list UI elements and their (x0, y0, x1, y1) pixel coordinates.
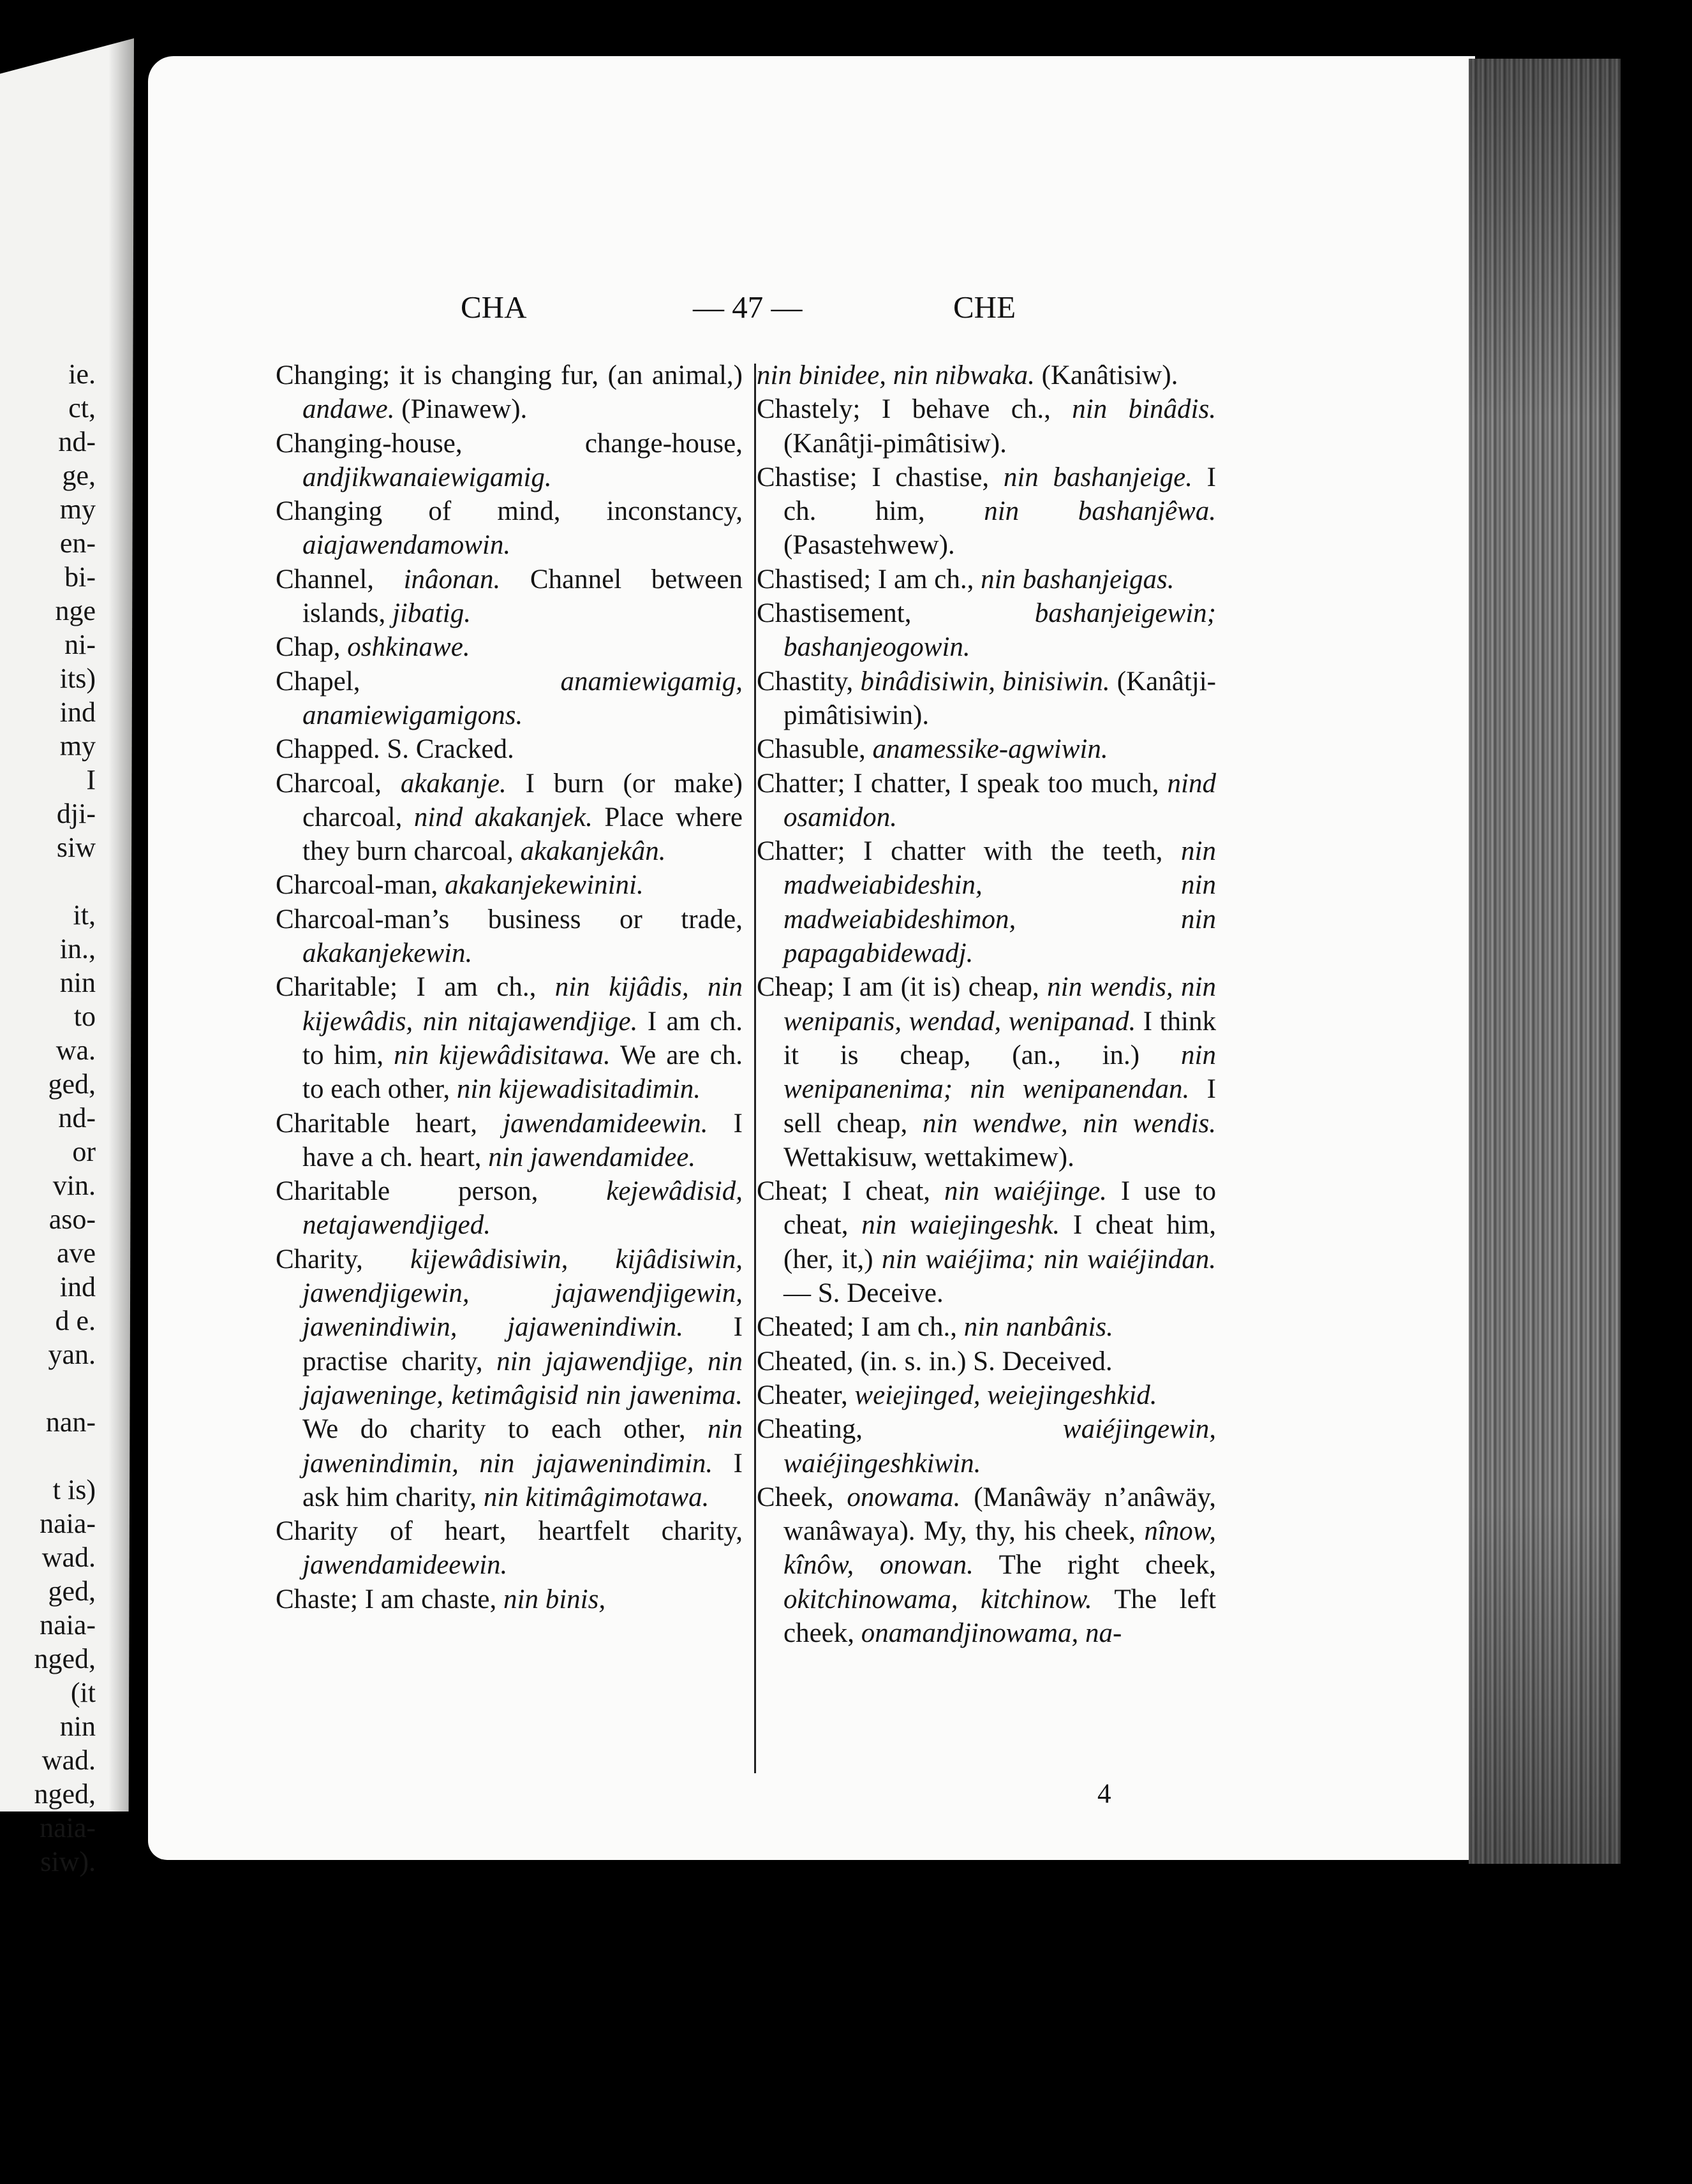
ojibwe-term: nin bashanjeige. (1003, 462, 1193, 492)
left-fragment-line: ind (59, 1271, 96, 1302)
entry-text: I have a ch. heart, (302, 1108, 743, 1172)
left-fragment-line: naia- (40, 1508, 96, 1539)
left-fragment-line: it, (73, 899, 96, 931)
dictionary-entry (757, 665, 1216, 733)
dictionary-entry (757, 834, 1216, 970)
ojibwe-term: nin jajawendjige, nin jajaweninge, ketimâgisid nin jawenima. (302, 1346, 743, 1410)
left-fragment-line: naia- (40, 1609, 96, 1641)
left-fragment-line: ie. (68, 358, 96, 390)
entry-text: Cheat; I cheat, (757, 1176, 945, 1207)
dictionary-entry (757, 1345, 1216, 1378)
entry-text: Chaste; I am chaste, (276, 1584, 504, 1614)
entry-text: Changing-house, change-house, (276, 428, 743, 459)
dictionary-entry (757, 1174, 1216, 1310)
entry-text: Charcoal-man’s business or trade, (276, 904, 743, 934)
right-column (757, 358, 1216, 1650)
entry-text: The left cheek, (783, 1584, 1217, 1648)
ojibwe-term: nin kijewâdisitawa. (394, 1040, 611, 1070)
running-header (281, 288, 1340, 333)
ojibwe-term: nin waiéjinge. (944, 1176, 1107, 1207)
entry-text: I am ch. to him, (302, 1006, 743, 1070)
left-fragment-line: ct, (68, 392, 96, 424)
ojibwe-term: bashanjeigewin; bashanjeogowin. (783, 598, 1216, 663)
entry-text: I ch. him, (783, 462, 1216, 527)
ojibwe-term: akakanjekewinini. (445, 870, 644, 901)
left-fragment-line: nin (59, 967, 96, 998)
ojibwe-term: anamiewigamig, anamiewigamigons. (302, 666, 743, 730)
entry-text: Charcoal, (276, 768, 401, 799)
left-fragment-line: vin. (52, 1170, 96, 1201)
dictionary-entry (757, 1412, 1216, 1480)
entry-text: Cheap; I am (it is) cheap, (757, 972, 1048, 1003)
dictionary-entry (757, 392, 1216, 461)
entry-text: (Manâwäy n’anâwäy, wanâwaya). My, thy, his cheek, (783, 1482, 1216, 1547)
entry-text: Chatter; I chatter with the teeth, (757, 836, 1182, 867)
dictionary-entry (276, 903, 743, 971)
entry-text: Chastise; I chastise, (757, 462, 1004, 492)
dictionary-entry (276, 1583, 743, 1616)
entry-text: Cheated; I am ch., (757, 1312, 964, 1343)
left-fragment-line: nd- (58, 426, 96, 457)
left-fragment-line: nged, (34, 1643, 96, 1674)
left-fragment-line: I (86, 764, 96, 795)
ojibwe-term: aiajawendamowin. (302, 530, 511, 561)
left-fragment-line: yan. (48, 1339, 96, 1370)
left-fragment-line: wad. (41, 1542, 96, 1573)
ojibwe-term: okitchinowama, kitchinow. (783, 1584, 1092, 1614)
dictionary-entry (757, 461, 1216, 563)
left-fragment-line: ge, (62, 460, 96, 491)
left-fragment-line: ind (59, 697, 96, 728)
entry-text: Charity, (276, 1244, 411, 1274)
ojibwe-term: nin waiéjima; nin waiéjindan. (882, 1244, 1217, 1274)
entry-text: We are ch. to each other, (302, 1040, 743, 1105)
left-fragment-line: siw (56, 832, 96, 863)
entry-text: (Kanâtisiw). (1034, 360, 1178, 390)
entry-text: Changing; it is changing fur, (an animal,) (276, 360, 743, 390)
entry-text: Charitable heart, (276, 1108, 503, 1139)
ojibwe-term: nin wendis, nin wenipanis, wendad, wenipanad. (783, 972, 1217, 1037)
dictionary-entry (276, 1174, 743, 1243)
entry-text: I ask him charity, (302, 1448, 743, 1512)
left-fragment-line (0, 1439, 96, 1473)
ojibwe-term: akakanje. (400, 768, 507, 799)
dictionary-entry (757, 596, 1216, 665)
left-fragment-line: ave (56, 1237, 96, 1269)
ojibwe-term: nin kitimâgimotawa. (483, 1482, 709, 1512)
entry-text: Cheek, (757, 1482, 847, 1512)
left-fragment-line: nd- (58, 1102, 96, 1133)
left-fragment-line (0, 1371, 96, 1405)
ojibwe-term: jawendamideewin. (302, 1550, 508, 1581)
dictionary-entry (276, 630, 743, 664)
left-fragment-line: or (72, 1136, 96, 1167)
ojibwe-term: onamandjinowama, na- (861, 1618, 1122, 1648)
ojibwe-term: anamessike-agwiwin. (872, 734, 1108, 765)
entry-text: — S. Deceive. (783, 1278, 944, 1309)
ojibwe-term: weiejinged, weiejingeshkid. (854, 1380, 1157, 1410)
entry-text: I practise charity, (302, 1312, 743, 1376)
ojibwe-term: nin jawenindimin, nin jajawenindimin. (302, 1414, 743, 1479)
left-fragment-line: t is) (52, 1474, 96, 1505)
entry-text: Charcoal-man, (276, 870, 445, 901)
ojibwe-term: akakanjekewin. (302, 938, 473, 969)
ojibwe-term: nin kijâdis, nin kijewâdis, nin nitajawendjige. (302, 972, 743, 1037)
entry-text: Chastised; I am ch., (757, 564, 981, 594)
dictionary-entry (276, 1243, 743, 1514)
left-fragment-line: wa. (56, 1035, 96, 1066)
ojibwe-term: nin kijewadisitadimin. (456, 1074, 701, 1105)
dictionary-entry (276, 970, 743, 1106)
entry-text: Cheater, (757, 1380, 855, 1410)
gutter-shadow (108, 38, 153, 1811)
entry-text: Chatter; I chatter, I speak too much, (757, 768, 1168, 799)
entry-text: Cheating, (757, 1414, 1063, 1445)
left-fragment-line: ni- (64, 629, 96, 660)
dictionary-entry (276, 868, 743, 902)
left-fragment-line: nin (59, 1711, 96, 1742)
column-rule (754, 364, 756, 1773)
entry-text: I cheat him, (her, it,) (783, 1210, 1217, 1274)
left-fragment-line: nged, (34, 1778, 96, 1810)
dictionary-entry (757, 970, 1216, 1174)
ojibwe-term: andawe. (302, 394, 395, 425)
ojibwe-term: nin binâdis. (1072, 394, 1216, 425)
ojibwe-term: waiéjingewin, waiéjingeshkiwin. (783, 1414, 1216, 1479)
left-page-fragments (0, 357, 96, 1878)
header-page-number: — 47 — (693, 290, 803, 325)
left-fragment-line: in., (59, 933, 96, 964)
entry-text: Chastely; I behave ch., (757, 394, 1072, 425)
dictionary-entry (757, 358, 1216, 392)
entry-text: The right cheek, (973, 1550, 1216, 1581)
ojibwe-term: jawendamideewin. (503, 1108, 708, 1139)
header-right-guide: CHE (953, 290, 1016, 325)
ojibwe-term: andjikwanaiewigamig. (302, 462, 552, 492)
entry-text: (Kanâtji-pimâtisiwin). (783, 666, 1217, 730)
ojibwe-term: nin binis, (503, 1584, 606, 1614)
left-fragment-line: my (59, 730, 96, 762)
entry-text: (Kanâtji-pimâtisiw). (783, 428, 1007, 459)
left-fragment-line: nge (55, 595, 96, 626)
dictionary-entry (276, 732, 743, 766)
left-fragment-line: nan- (45, 1406, 96, 1438)
dictionary-entry (757, 563, 1216, 596)
dictionary-entry (757, 1310, 1216, 1344)
ojibwe-term: akakanjekân. (520, 836, 666, 867)
dictionary-entry (276, 1514, 743, 1583)
entry-text: We do charity to each other, (302, 1414, 708, 1445)
left-fragment-line: d e. (55, 1305, 96, 1336)
ojibwe-term: nind akakanjek. (413, 802, 593, 832)
dictionary-entry (757, 732, 1216, 766)
left-fragment-line: en- (59, 528, 96, 559)
entry-text: Chasuble, (757, 734, 873, 765)
dictionary-entry (276, 494, 743, 563)
dictionary-entry (276, 767, 743, 869)
entry-text: (Pasastehwew). (783, 530, 955, 561)
ojibwe-term: nin madweiabideshin, nin madweiabideshimon, nin papagabidewadj. (783, 836, 1216, 969)
entry-text: Charitable; I am ch., (276, 972, 555, 1003)
entry-text: I sell cheap, (783, 1074, 1216, 1139)
ojibwe-term: nin jawendamidee. (488, 1142, 696, 1172)
left-column (276, 358, 743, 1616)
ojibwe-term: nin bashanjêwa. (984, 496, 1216, 527)
entry-text: Chastity, (757, 666, 861, 697)
entry-text: Chastisement, (757, 598, 1035, 629)
ojibwe-term: jibatig. (392, 598, 471, 629)
ojibwe-term: kijewâdisiwin, kijâdisiwin, jawendjigewin, jajawendjigewin, jawenindiwin, jajawenindiwin. (302, 1244, 743, 1343)
entry-text: Charitable person, (276, 1176, 607, 1207)
left-fragment-line: siw). (40, 1846, 96, 1877)
ojibwe-term: nin wenipanenima; nin wenipanendan. (783, 1040, 1216, 1105)
ojibwe-term: nin nanbânis. (963, 1312, 1113, 1343)
dictionary-entry (276, 427, 743, 495)
entry-text: Place where they burn charcoal, (302, 802, 743, 867)
ojibwe-term: onowama. (847, 1482, 961, 1512)
header-left-guide: CHA (461, 290, 527, 325)
ojibwe-term: nînow, kînôw, onowan. (783, 1516, 1216, 1581)
dictionary-entry (757, 767, 1216, 835)
entry-text: Charity of heart, heartfelt charity, (276, 1516, 743, 1547)
ojibwe-term: nin wendwe, nin wendis. (922, 1108, 1216, 1139)
entry-text: Channel, (276, 564, 404, 594)
entry-text: Chapel, (276, 666, 561, 697)
left-fragment-line: dji- (56, 798, 96, 829)
ojibwe-term: inâonan. (403, 564, 501, 594)
ojibwe-term: nin binidee, nin nibwaka. (757, 360, 1035, 390)
ojibwe-term: oshkinawe. (347, 632, 470, 663)
page-block-shade (1469, 59, 1621, 1864)
entry-text: Chapped. S. Cracked. (276, 734, 514, 765)
ojibwe-term: binâdisiwin, binisiwin. (860, 666, 1110, 697)
dictionary-entry (276, 665, 743, 733)
entry-text: I use to cheat, (783, 1176, 1216, 1241)
dictionary-entry (276, 563, 743, 631)
left-fragment-line: its) (59, 663, 96, 694)
left-fragment-line: ged, (48, 1068, 96, 1100)
left-fragment-line: naia- (40, 1812, 96, 1843)
dictionary-entry (757, 1378, 1216, 1412)
left-fragment-line: (it (70, 1677, 96, 1708)
entry-text: Changing of mind, inconstancy, (276, 496, 743, 527)
left-fragment-line: wad. (41, 1745, 96, 1776)
left-fragment-line: my (59, 494, 96, 525)
ojibwe-term: kejewâdisid, netajawendjiged. (302, 1176, 743, 1241)
left-fragment-line (0, 864, 96, 898)
signature-mark: 4 (1097, 1779, 1111, 1809)
ojibwe-term: nin bashanjeigas. (981, 564, 1175, 594)
entry-text: Cheated, (in. s. in.) S. Deceived. (757, 1346, 1113, 1376)
left-fragment-line: bi- (64, 561, 96, 593)
dictionary-entry (276, 1107, 743, 1175)
entry-text: Wettakisuw, wettakimew). (783, 1142, 1074, 1172)
entry-text: Chap, (276, 632, 348, 663)
left-fragment-line: to (73, 1001, 96, 1032)
entry-text: (Pinawew). (394, 394, 528, 425)
entry-text: I burn (or make) charcoal, (302, 768, 743, 832)
left-fragment-line: aso- (48, 1204, 96, 1235)
entry-text: Channel between islands, (302, 564, 743, 629)
entry-text: I think it is cheap, (an., in.) (783, 1006, 1216, 1070)
ojibwe-term: nind osamidon. (783, 768, 1216, 832)
left-fragment-line: ged, (48, 1575, 96, 1607)
ojibwe-term: nin waiejingeshk. (861, 1210, 1060, 1241)
dictionary-entry (757, 1480, 1216, 1650)
dictionary-entry (276, 358, 743, 427)
